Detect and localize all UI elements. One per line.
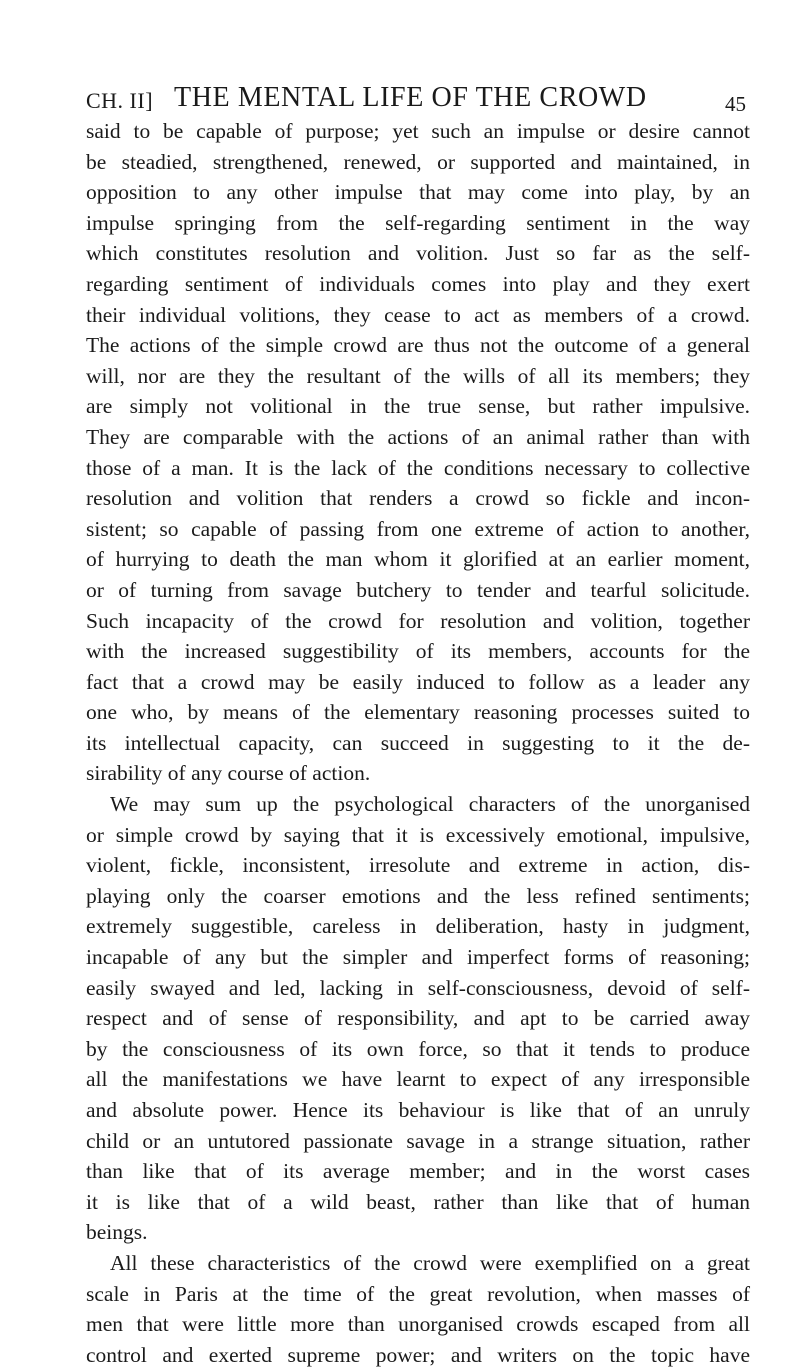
text-line: or simple crowd by saying that it is excessively emotional, impulsive, [86, 822, 750, 847]
text-line: men that were little more than unorganised crowds escaped from all [86, 1312, 750, 1337]
text-line: all the manifestations we have learnt to expect of any irresponsible [86, 1067, 750, 1092]
text-line: said to be capable of purpose; yet such an impulse or desire cannot [86, 119, 750, 143]
text-line: its intellectual capacity, can succeed in suggesting to it the de- [86, 730, 750, 755]
text-line: be steadied, strengthened, renewed, or supported and maintained, in [86, 149, 750, 174]
body-text [86, 116, 750, 1370]
text-line: The actions of the simple crowd are thus not the outcome of a general [86, 333, 750, 358]
text-line: We may sum up the psychological characters of the unorganised [110, 792, 750, 817]
text-line: opposition to any other impulse that may come into play, by an [86, 180, 750, 205]
text-line: those of a man. It is the lack of the conditions necessary to collective [86, 455, 750, 480]
text-line: fact that a crowd may be easily induced to follow as a leader any [86, 669, 750, 694]
text-line: are simply not volitional in the true sense, but rather impulsive. [86, 394, 750, 419]
text-line: their individual volitions, they cease to act as members of a crowd. [86, 302, 750, 327]
chapter-label: CH. II] [86, 88, 154, 113]
text-line: resolution and volition that renders a crowd so fickle and incon- [86, 486, 750, 511]
text-line: Such incapacity of the crowd for resolution and volition, together [86, 608, 750, 633]
text-line: will, nor are they the resultant of the wills of all its members; they [86, 363, 750, 388]
text-line: impulse springing from the self-regarding sentiment in the way [86, 210, 750, 235]
text-line: All these characteristics of the crowd were exemplified on a great [110, 1250, 750, 1275]
text-line: it is like that of a wild beast, rather than like that of human [86, 1189, 750, 1214]
text-line: respect and of sense of responsibility, and apt to be carried away [86, 1006, 750, 1031]
text-line: beings. [86, 1220, 148, 1245]
text-line: or of turning from savage butchery to tender and tearful solicitude. [86, 577, 750, 602]
text-line: incapable of any but the simpler and imperfect forms of reasoning; [86, 945, 750, 970]
text-line: of hurrying to death the man whom it glorified at an earlier moment, [86, 547, 750, 572]
text-line: violent, fickle, inconsistent, irresolute and extreme in action, dis- [86, 853, 750, 878]
text-line: regarding sentiment of individuals comes into play and they exert [86, 271, 750, 296]
text-line: which constitutes resolution and volition. Just so far as the self- [86, 241, 750, 266]
text-line: scale in Paris at the time of the great revolution, when masses of [86, 1281, 750, 1306]
text-line: easily swayed and led, lacking in self-consciousness, devoid of self- [86, 975, 750, 1000]
text-line: child or an untutored passionate savage in a strange situation, rather [86, 1128, 750, 1153]
text-line: control and exerted supreme power; and writers on the topic have [86, 1342, 750, 1367]
page-number: 45 [725, 92, 746, 116]
text-line: extremely suggestible, careless in deliberation, hasty in judgment, [86, 914, 750, 939]
text-line: with the increased suggestibility of its members, accounts for the [86, 639, 750, 664]
running-title: THE MENTAL LIFE OF THE CROWD [174, 82, 647, 113]
text-line: than like that of its average member; and in the worst cases [86, 1159, 750, 1184]
text-line: They are comparable with the actions of an animal rather than with [86, 424, 750, 449]
text-line: one who, by means of the elementary reasoning processes suited to [86, 700, 750, 725]
text-line: sirability of any course of action. [86, 761, 371, 786]
text-line: sistent; so capable of passing from one extreme of action to another, [86, 516, 750, 541]
text-line: playing only the coarser emotions and the less refined sentiments; [86, 883, 750, 908]
text-line: and absolute power. Hence its behaviour is like that of an unruly [86, 1098, 750, 1122]
text-line: by the consciousness of its own force, so that it tends to produce [86, 1036, 750, 1061]
